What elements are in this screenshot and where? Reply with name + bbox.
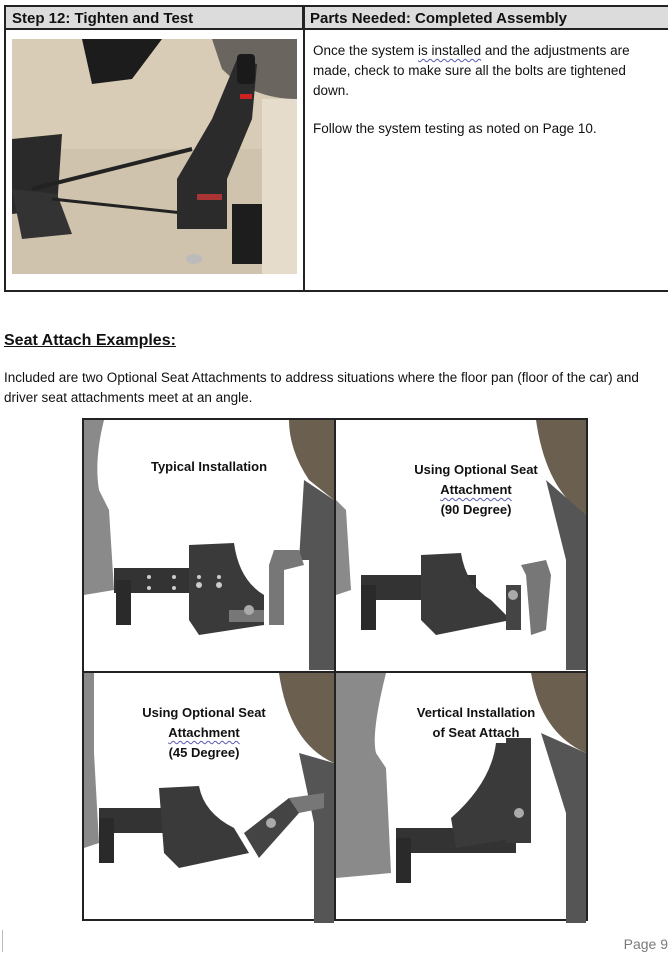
section-heading: Seat Attach Examples: [4,332,176,349]
page-number: Page 9 [623,936,668,952]
caption-line: Vertical Installation [416,705,536,720]
description-paragraph [313,41,658,101]
caption-line: (90 Degree) [440,502,512,517]
panel-90-degree [336,420,586,670]
panel-caption [376,460,576,520]
90-degree-illustration [336,420,586,670]
section-intro: Included are two Optional Seat Attachments to address situations where the floor pan (floor of the car) and driver seat attachments meet at an angle. [4,370,639,405]
column-divider [303,7,305,290]
figure-divider [84,671,586,673]
parts-needed: Parts Needed: Completed Assembly [304,7,668,30]
caption-line: Using Optional Seat [142,705,266,720]
panel-typical [84,420,334,670]
seat-attach-figure [82,418,588,921]
panel-45-degree [84,673,334,923]
text: Once the system [313,43,419,58]
step-table [4,5,668,292]
caption-line: Attachment [440,482,512,497]
page-margin-mark [2,930,3,952]
text: is installed [418,43,482,58]
caption-line: Attachment [168,725,240,740]
caption-line: Using Optional Seat [414,462,538,477]
panel-caption [104,703,304,763]
caption-line: of Seat Attach [432,725,520,740]
step-description [313,41,658,157]
caption-line: (45 Degree) [168,745,240,760]
panel-vertical [336,673,586,923]
figure-divider [334,420,336,919]
assembly-photo [12,39,297,274]
panel-caption [376,703,576,743]
text: and the adjustments are made, check to make sure all the bolts are tightened down. [313,43,630,98]
panel-caption: Typical Installation [150,459,268,474]
testing-note: Follow the system testing as noted on Page 10. [313,121,597,136]
step-title: Step 12: Tighten and Test [6,7,304,30]
